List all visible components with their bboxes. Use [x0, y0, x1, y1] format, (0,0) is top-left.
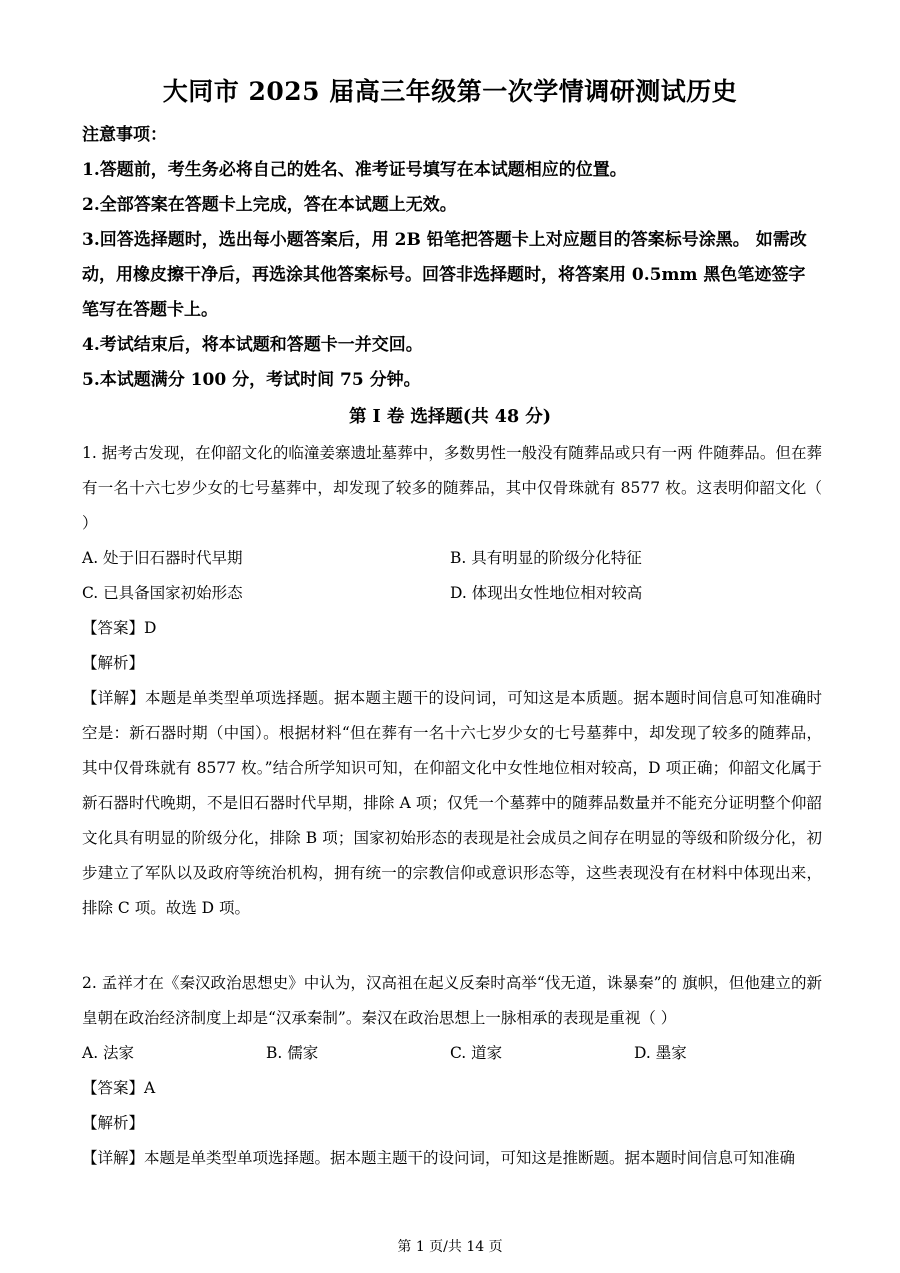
note-item: 3.回答选择题时，选出每小题答案后，用 2B 铅笔把答题卡上对应题目的答案标号涂黑。 如需改动，用橡皮擦干净后，再选涂其他答案标号。回答非选择题时，将答案用 0.5mm 黑色笔迹签字笔写在答题卡上。: [82, 230, 807, 320]
question-options: [82, 541, 822, 611]
note-item: 4.考试结束后，将本试题和答题卡一并交回。: [82, 335, 423, 355]
note-item: 5.本试题满分 100 分，考试时间 75 分钟。: [82, 370, 421, 390]
notes-heading: 注意事项：: [82, 125, 167, 145]
page-title: 大同市 2025 届高三年级第一次学情调研测试历史: [162, 77, 738, 106]
option-d: D. 体现出女性地位相对较高: [450, 584, 643, 602]
question-stem: 2. 孟祥才在《秦汉政治思想史》中认为，汉高祖在起义反秦时高举“伐无道，诛暴秦”的 旗帜，但他建立的新皇朝在政治经济制度上却是“汉承秦制”。秦汉在政治思想上一脉相承的表现是重视（ ）: [82, 974, 822, 1027]
note-item: 1.答题前，考生务必将自己的姓名、准考证号填写在本试题相应的位置。: [82, 160, 627, 180]
question-options: [82, 1036, 822, 1071]
option-d: D. 墨家: [634, 1044, 687, 1062]
option-b: B. 儒家: [266, 1044, 319, 1062]
section-title: 第 I 卷 选择题(共 48 分): [348, 407, 552, 427]
question-1: [82, 436, 822, 926]
option-c: C. 道家: [450, 1044, 503, 1062]
question-stem: 1. 据考古发现，在仰韶文化的临潼姜寨遗址墓葬中，多数男性一般没有随葬品或只有一两 件随葬品。但在葬有一名十六七岁少女的七号墓葬中，却发现了较多的随葬品，其中仅骨珠就有 8577 枚。这表明仰韶文化（ ）: [82, 444, 822, 532]
analysis-label: 【解析】: [82, 1114, 145, 1132]
note-item: 2.全部答案在答题卡上完成，答在本试题上无效。: [82, 195, 457, 215]
exam-notes: [82, 118, 822, 398]
detail-text: 【详解】本题是单类型单项选择题。据本题主题干的设问词，可知这是本质题。据本题时间信息可知准确时空是：新石器时期（中国）。根据材料“但在葬有一名十六七岁少女的七号墓葬中，却发现了较多的随葬品，其中仅骨珠就有 8577 枚。”结合所学知识可知，在仰韶文化中女性地位相对较高，D 项正确；仰韶文化属于新石器时代晚期，不是旧石器时代早期，排除 A 项；仅凭一个墓葬中的随葬品数量并不能充分证明整个仰韶文化具有明显的阶级分化，排除 B 项；国家初始形态的表现是社会成员之间存在明显的等级和阶级分化，初步建立了军队以及政府等统治机构，拥有统一的宗教信仰或意识形态等，这些表现没有在材料中体现出来，排除 C 项。故选 D 项。: [82, 689, 822, 917]
option-a: A. 法家: [82, 1044, 135, 1062]
question-2: [82, 966, 822, 1176]
answer-line: 【答案】D: [82, 619, 157, 637]
option-b: B. 具有明显的阶级分化特征: [450, 549, 642, 567]
page-footer: 第 1 页/共 14 页: [397, 1239, 503, 1255]
option-a: A. 处于旧石器时代早期: [82, 549, 243, 567]
detail-text: 【详解】本题是单类型单项选择题。据本题主题干的设问词，可知这是推断题。据本题时间信息可知准确: [82, 1149, 796, 1167]
analysis-label: 【解析】: [82, 654, 145, 672]
option-c: C. 已具备国家初始形态: [82, 584, 243, 602]
answer-line: 【答案】A: [82, 1079, 156, 1097]
